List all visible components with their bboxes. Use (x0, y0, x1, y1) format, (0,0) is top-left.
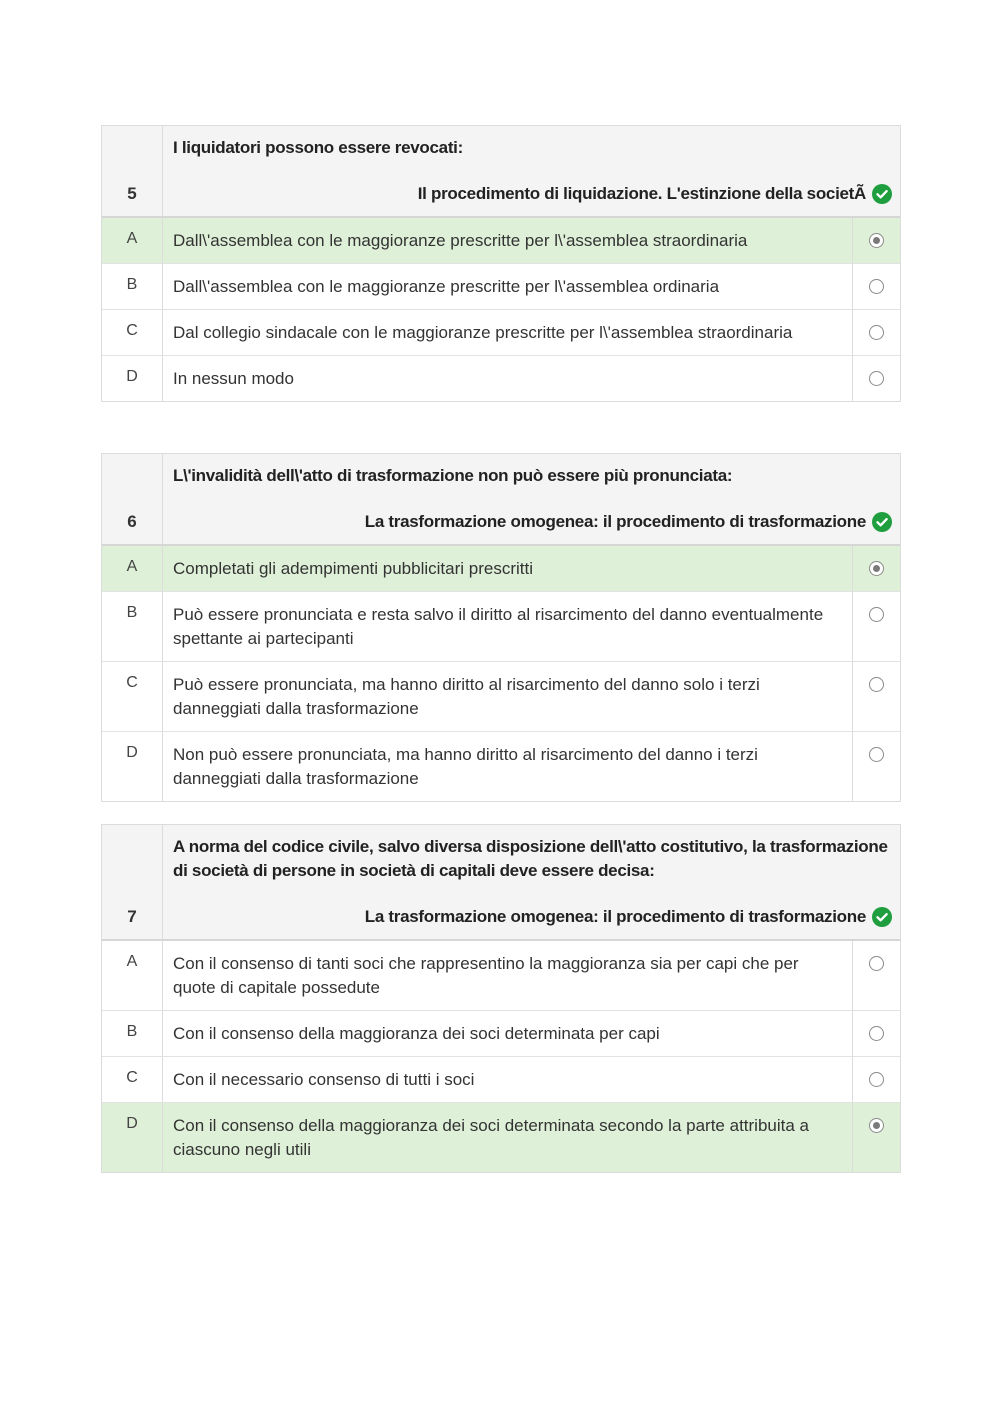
option-letter: D (102, 1103, 163, 1172)
option-radio[interactable] (869, 371, 884, 386)
option-radio-selected[interactable] (869, 233, 884, 248)
option-text: Con il consenso della maggioranza dei soci determinata per capi (173, 1024, 660, 1043)
option-row-b[interactable] (102, 263, 900, 309)
option-row-a[interactable] (102, 218, 900, 263)
option-text: Può essere pronunciata e resta salvo il diritto al risarcimento del danno eventualmente spettante ai partecipanti (173, 605, 824, 648)
question-card-5 (101, 125, 901, 402)
question-topic (173, 512, 892, 532)
option-text: Completati gli adempimenti pubblicitari prescritti (173, 559, 533, 578)
option-text: Con il consenso della maggioranza dei soci determinata secondo la parte attribuita a ciascuno negli utili (173, 1116, 809, 1159)
option-letter: C (102, 662, 163, 731)
option-row-c[interactable] (102, 661, 900, 731)
check-circle-icon (872, 907, 892, 927)
option-letter: B (102, 1011, 163, 1056)
option-radio[interactable] (869, 1072, 884, 1087)
question-text: L\'invalidità dell\'atto di trasformazione non può essere più pronunciata: (173, 466, 733, 485)
option-row-d[interactable] (102, 1102, 900, 1172)
option-letter: A (102, 941, 163, 1010)
option-letter: C (102, 310, 163, 355)
question-number: 6 (102, 454, 163, 544)
question-header (102, 126, 900, 218)
option-letter: B (102, 264, 163, 309)
option-text: Dall\'assemblea con le maggioranze prescritte per l\'assemblea ordinaria (173, 277, 720, 296)
question-card-7 (101, 824, 901, 1173)
option-text: Può essere pronunciata, ma hanno diritto al risarcimento del danno solo i terzi danneggiati dalla trasformazione (173, 675, 760, 718)
option-letter: B (102, 592, 163, 661)
option-row-c[interactable] (102, 309, 900, 355)
option-text: In nessun modo (173, 369, 294, 388)
option-radio[interactable] (869, 325, 884, 340)
question-text: A norma del codice civile, salvo diversa disposizione dell\'atto costitutivo, la trasformazione di società di persone in società di capitali deve essere decisa: (173, 837, 888, 880)
option-letter: D (102, 356, 163, 401)
check-circle-icon (872, 512, 892, 532)
question-header (102, 454, 900, 546)
question-header (102, 825, 900, 941)
option-row-b[interactable] (102, 591, 900, 661)
option-radio[interactable] (869, 1026, 884, 1041)
option-radio[interactable] (869, 956, 884, 971)
question-card-6 (101, 453, 901, 802)
option-radio-selected[interactable] (869, 561, 884, 576)
option-row-b[interactable] (102, 1010, 900, 1056)
option-radio[interactable] (869, 747, 884, 762)
question-text: I liquidatori possono essere revocati: (173, 138, 463, 157)
option-radio[interactable] (869, 279, 884, 294)
check-circle-icon (872, 184, 892, 204)
option-text: Con il consenso di tanti soci che rappresentino la maggioranza sia per capi che per quote di capitale possedute (173, 954, 799, 997)
question-number: 7 (102, 825, 163, 939)
option-letter: A (102, 218, 163, 263)
option-letter: A (102, 546, 163, 591)
option-text: Dal collegio sindacale con le maggioranze prescritte per l\'assemblea straordinaria (173, 323, 793, 342)
option-letter: D (102, 732, 163, 801)
option-letter: C (102, 1057, 163, 1102)
question-number: 5 (102, 126, 163, 216)
option-radio-selected[interactable] (869, 1118, 884, 1133)
question-topic (173, 907, 892, 927)
option-text: Non può essere pronunciata, ma hanno diritto al risarcimento del danno i terzi danneggiati dalla trasformazione (173, 745, 758, 788)
option-text: Con il necessario consenso di tutti i soci (173, 1070, 475, 1089)
option-radio[interactable] (869, 677, 884, 692)
option-radio[interactable] (869, 607, 884, 622)
question-topic (173, 184, 892, 204)
option-row-d[interactable] (102, 355, 900, 401)
option-text: Dall\'assemblea con le maggioranze prescritte per l\'assemblea straordinaria (173, 231, 748, 250)
option-row-a[interactable] (102, 941, 900, 1010)
question-topic-label: Il procedimento di liquidazione. L'estinzione della societÃ (417, 184, 866, 203)
option-row-c[interactable] (102, 1056, 900, 1102)
option-row-d[interactable] (102, 731, 900, 801)
option-row-a[interactable] (102, 546, 900, 591)
question-topic-label: La trasformazione omogenea: il procedimento di trasformazione (364, 907, 866, 926)
question-topic-label: La trasformazione omogenea: il procedimento di trasformazione (364, 512, 866, 531)
